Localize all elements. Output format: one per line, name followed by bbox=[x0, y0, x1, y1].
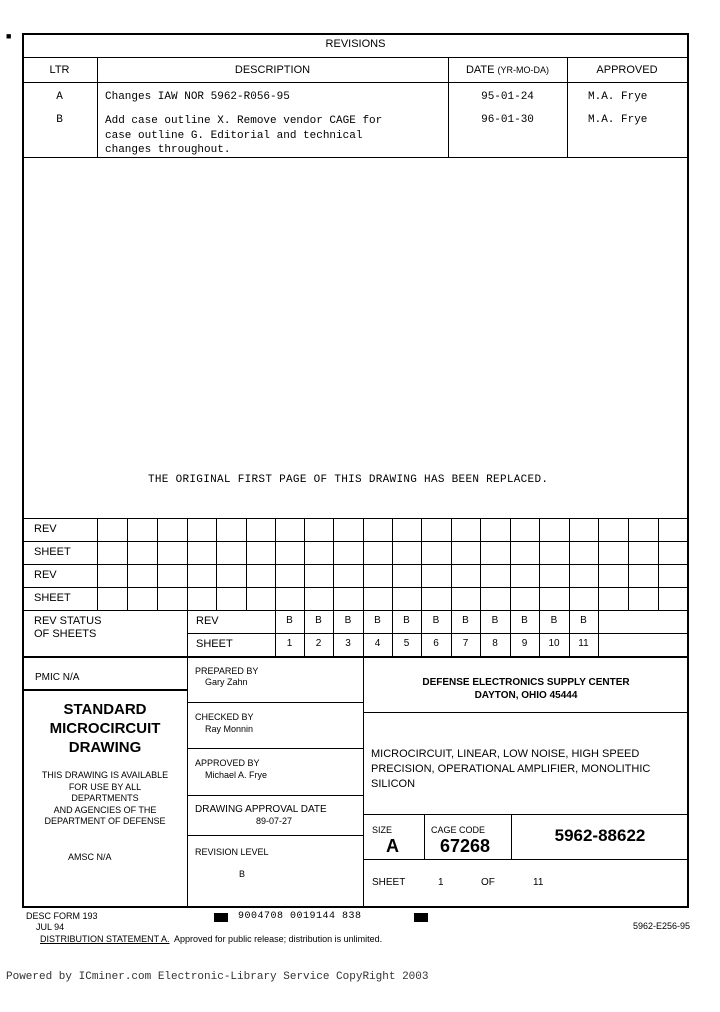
grid-line bbox=[658, 518, 659, 610]
grid-line bbox=[421, 518, 422, 610]
sheet-number: 1 bbox=[438, 877, 444, 888]
rev-status-cell: B bbox=[491, 615, 499, 626]
rev-row-label: REV bbox=[34, 523, 57, 535]
rev-description: Changes IAW NOR 5962-R056-95 bbox=[105, 91, 290, 103]
grid-line bbox=[392, 518, 393, 610]
approval-date-value: 89-07-27 bbox=[256, 816, 293, 826]
distribution-statement: DISTRIBUTION STATEMENT A. Approved for public release; distribution is unlimited. bbox=[40, 934, 383, 944]
cage-code-value: 67268 bbox=[440, 836, 491, 856]
barcode-block-left bbox=[214, 913, 228, 922]
grid-line bbox=[539, 518, 540, 610]
rev-status-cell: B bbox=[462, 615, 469, 626]
ltr-header: LTR bbox=[49, 64, 70, 76]
grid-line bbox=[97, 518, 98, 610]
rev-row-label: REV bbox=[34, 569, 57, 581]
size-label: SIZE bbox=[372, 825, 393, 835]
description-header: DESCRIPTION bbox=[234, 64, 311, 76]
rev-status-label: REV STATUS OF SHEETS bbox=[34, 615, 102, 640]
approved-by-value: Michael A. Frye bbox=[205, 770, 268, 780]
date-header: DATE (YR-MO-DA) bbox=[465, 64, 550, 76]
barcode-block-right bbox=[414, 913, 428, 922]
rev-date: 95-01-24 bbox=[481, 91, 534, 103]
rev-description: Add case outline X. Remove vendor CAGE for case outline G. Editorial and technical changes throughout. bbox=[105, 115, 383, 156]
grid-line bbox=[304, 518, 305, 610]
barcode-text: 9004708 0019144 838 bbox=[238, 911, 362, 922]
size-value: A bbox=[386, 836, 399, 856]
grid-line bbox=[275, 518, 276, 610]
grid-line bbox=[333, 518, 334, 610]
powered-by-footer: Powered by ICminer.com Electronic-Library Service CopyRight 2003 bbox=[6, 971, 429, 983]
revisions-title: REVISIONS bbox=[325, 38, 386, 50]
sheet-number-cell: 10 bbox=[548, 638, 560, 649]
amsc-label: AMSC N/A bbox=[68, 852, 112, 862]
grid-line bbox=[598, 518, 599, 610]
sheet-number-cell: 9 bbox=[521, 638, 528, 649]
doc-number: 5962-E256-95 bbox=[633, 921, 691, 931]
sheet-number-cell: 4 bbox=[374, 638, 381, 649]
standard-drawing-title: STANDARD MICROCIRCUIT DRAWING bbox=[49, 701, 161, 756]
rev-status-cell: B bbox=[432, 615, 440, 626]
grid-line bbox=[187, 518, 188, 610]
grid-line bbox=[127, 518, 128, 610]
cage-code-label: CAGE CODE bbox=[431, 825, 486, 835]
checked-by-label: CHECKED BY bbox=[195, 712, 254, 722]
grid-line bbox=[510, 518, 511, 610]
rev-status-cell: B bbox=[521, 615, 528, 626]
grid-line bbox=[216, 518, 217, 610]
sheet-label: SHEET bbox=[372, 877, 406, 888]
sheet-number-cell: 8 bbox=[492, 638, 498, 649]
replaced-note: THE ORIGINAL FIRST PAGE OF THIS DRAWING HAS BEEN REPLACED. bbox=[148, 474, 549, 486]
rev-status-cell: B bbox=[344, 615, 352, 626]
grid-line bbox=[157, 518, 158, 610]
sheet-number-cell: 5 bbox=[403, 638, 410, 649]
of-label: OF bbox=[481, 877, 495, 888]
sheet-number-cell: 1 bbox=[286, 638, 293, 649]
grid-line bbox=[569, 518, 570, 610]
sheet-number-cell: 3 bbox=[345, 638, 351, 649]
grid-line bbox=[451, 518, 452, 610]
grid-line bbox=[598, 610, 599, 656]
pmic-label: PMIC N/A bbox=[35, 672, 80, 683]
drawing-number: 5962-88622 bbox=[554, 826, 646, 845]
sheet-row-label: SHEET bbox=[34, 546, 71, 558]
grid-line bbox=[363, 518, 364, 610]
rev-status-sheet-label: SHEET bbox=[196, 638, 233, 650]
rev-status-cell: B bbox=[315, 615, 322, 626]
availability-note: THIS DRAWING IS AVAILABLE FOR USE BY ALL DEPARTMENTS AND AGENCIES OF THE DEPARTMENT OF DEFENSE bbox=[41, 770, 169, 826]
approval-date-label: DRAWING APPROVAL DATE bbox=[195, 804, 327, 815]
sheet-number-cell: 7 bbox=[462, 638, 469, 649]
grid-line bbox=[246, 518, 247, 610]
of-total: 11 bbox=[533, 877, 544, 888]
rev-approved: M.A. Frye bbox=[588, 91, 648, 103]
prepared-by-value: Gary Zahn bbox=[205, 677, 248, 687]
rev-status-cell: B bbox=[580, 615, 587, 626]
sheet-number-cell: 2 bbox=[315, 638, 322, 649]
revision-level-label: REVISION LEVEL bbox=[195, 847, 269, 857]
prepared-by-label: PREPARED BY bbox=[195, 666, 259, 676]
grid-line bbox=[628, 518, 629, 610]
checked-by-value: Ray Monnin bbox=[205, 724, 254, 734]
rev-status-cell: B bbox=[374, 615, 381, 626]
margin-mark: ■ bbox=[6, 32, 12, 42]
device-title: MICROCIRCUIT, LINEAR, LOW NOISE, HIGH SPEED PRECISION, OPERATIONAL AMPLIFIER, MONOLITHIC SILICON bbox=[371, 748, 651, 790]
approved-header: APPROVED bbox=[596, 64, 658, 76]
form-id: DESC FORM 193 JUL 94 bbox=[26, 911, 98, 932]
rev-status-cell: B bbox=[286, 615, 293, 626]
rev-ltr: B bbox=[56, 114, 63, 126]
sheet-number-cell: 11 bbox=[578, 638, 589, 649]
rev-ltr: A bbox=[56, 91, 63, 103]
agency-name: DEFENSE ELECTRONICS SUPPLY CENTER DAYTON, OHIO 45444 bbox=[422, 677, 630, 701]
rev-approved: M.A. Frye bbox=[588, 114, 648, 126]
revision-level-value: B bbox=[239, 869, 246, 879]
sheet-number-cell: 6 bbox=[433, 638, 439, 649]
rev-status-rev-label: REV bbox=[196, 615, 219, 627]
rev-status-cell: B bbox=[550, 615, 558, 626]
rev-date: 96-01-30 bbox=[481, 114, 534, 126]
sheet-row-label: SHEET bbox=[34, 592, 71, 604]
approved-by-label: APPROVED BY bbox=[195, 758, 260, 768]
grid-line bbox=[480, 518, 481, 610]
rev-status-cell: B bbox=[403, 615, 410, 626]
